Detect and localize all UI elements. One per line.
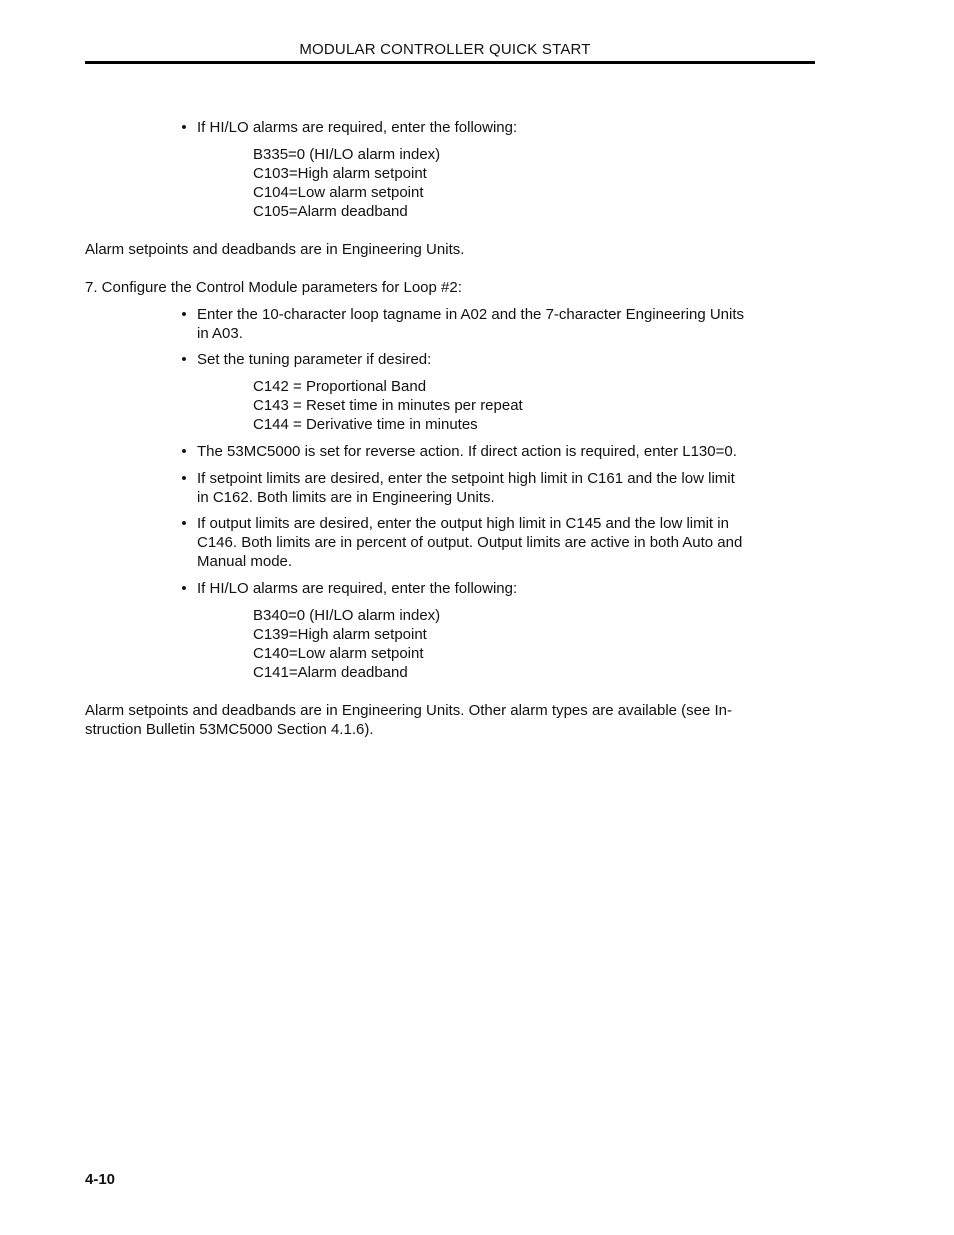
step-7-heading: 7. Configure the Control Module parameters for Loop #2: [85,279,462,296]
bullet-icon: • [181,443,187,460]
alarm-param-line: C140=Low alarm setpoint [253,645,424,662]
tuning-line: C143 = Reset time in minutes per repeat [253,397,523,414]
bullet-icon: • [181,515,187,532]
page-number: 4-10 [85,1171,116,1188]
param-line: B335=0 (HI/LO alarm index) [253,146,441,163]
bullet-text: If HI/LO alarms are required, enter the following: [197,580,518,597]
bullet-text-line: Manual mode. [197,553,293,570]
bullet-icon: • [181,119,187,136]
closing-note-line: Alarm setpoints and deadbands are in Engineering Units. Other alarm types are available (see In- [85,702,733,719]
bullet-icon: • [181,580,187,597]
header-rule [85,61,815,64]
tuning-line: C144 = Derivative time in minutes [253,416,478,433]
alarm-param-line: B340=0 (HI/LO alarm index) [253,607,441,624]
alarm-units-note: Alarm setpoints and deadbands are in Engineering Units. [85,241,465,258]
bullet-icon: • [181,351,187,368]
param-line: C105=Alarm deadband [253,203,408,220]
bullet-text: If HI/LO alarms are required, enter the following: [197,119,518,136]
bullet-text-line: If setpoint limits are desired, enter the setpoint high limit in C161 and the low limit [197,470,735,487]
closing-note-line: struction Bulletin 53MC5000 Section 4.1.6). [85,721,374,738]
page-header [85,40,815,59]
bullet-text-line: in A03. [197,325,243,342]
bullet-text-line: in C162. Both limits are in Engineering Units. [197,489,495,506]
header-title: MODULAR CONTROLLER QUICK START [299,41,591,58]
bullet-text-line: If output limits are desired, enter the output high limit in C145 and the low limit in [197,515,729,532]
bullet-text: The 53MC5000 is set for reverse action. If direct action is required, enter L130=0. [197,443,737,460]
bullet-text: Set the tuning parameter if desired: [197,351,432,368]
tuning-line: C142 = Proportional Band [253,378,427,395]
alarm-param-line: C141=Alarm deadband [253,664,408,681]
param-line: C103=High alarm setpoint [253,165,427,182]
bullet-text-line: Enter the 10-character loop tagname in A02 and the 7-character Engineering Units [197,306,745,323]
param-line: C104=Low alarm setpoint [253,184,424,201]
bullet-icon: • [181,470,187,487]
bullet-icon: • [181,306,187,323]
bullet-text-line: C146. Both limits are in percent of output. Output limits are active in both Auto and [197,534,743,551]
alarm-param-line: C139=High alarm setpoint [253,626,427,643]
